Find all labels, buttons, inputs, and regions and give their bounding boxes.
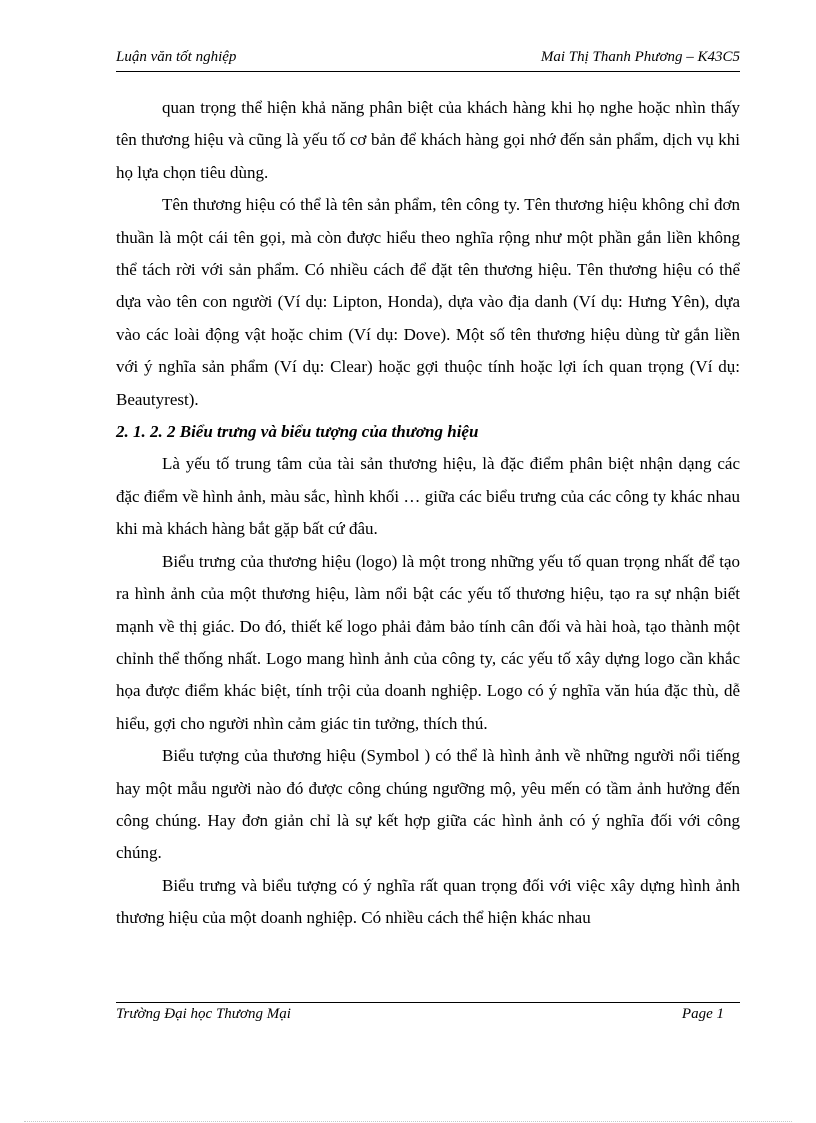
paragraph-5: Biểu tượng của thương hiệu (Symbol ) có thể là hình ảnh về những người nổi tiếng hay một mẫu người nào đó được công chúng ngưỡng mộ, yêu mến có tầm ảnh hưởng đến công chúng. Hay đơn giản chỉ là sự kết hợp giữa các hình ảnh có ý nghĩa đối với công chúng. <box>116 746 740 863</box>
footer-university: Trường Đại học Thương Mại <box>116 1006 291 1022</box>
page-edge-divider <box>24 1121 792 1122</box>
header-thesis-label: Luận văn tốt nghiệp <box>116 49 237 65</box>
section-heading: 2. 1. 2. 2 Biểu trưng và biểu tượng của thương hiệu <box>116 422 479 442</box>
paragraph-4: Biểu trưng của thương hiệu (logo) là một trong những yếu tố quan trọng nhất để tạo ra hình ảnh của một thương hiệu, làm nổi bật các yếu tố thương hiệu, tạo ra sự nhận biết mạnh về thị giác. Do đó, thiết kế logo phải đảm bảo tính cân đối và hài hoà, tạo thành một chỉnh thể thống nhất. Logo mang hình ảnh của công ty, các yếu tố xây dựng logo cần khắc họa được điểm khác biệt, tính trội của doanh nghiệp. Logo có ý nghĩa văn húa đặc thù, dễ hiểu, gợi cho người nhìn cảm giác tin tưởng, thích thú. <box>116 551 740 733</box>
document-body <box>116 92 740 935</box>
paragraph-3: Là yếu tố trung tâm của tài sản thương hiệu, là đặc điểm phân biệt nhận dạng các đặc điểm về hình ảnh, màu sắc, hình khối … giữa các biểu trưng của các công ty khác nhau khi mà khách hàng bắt gặp bất cứ đâu. <box>116 454 740 539</box>
paragraph-2: Tên thương hiệu có thể là tên sản phẩm, tên công ty. Tên thương hiệu không chỉ đơn thuần là một cái tên gọi, mà còn được hiểu theo nghĩa rộng như một phần gắn liền không thể tách rời với sản phẩm. Có nhiều cách để đặt tên thương hiệu. Tên thương hiệu có thể dựa vào tên con người (Ví dụ: Lipton, Honda), dựa vào địa danh (Ví dụ: Hưng Yên), dựa vào các loài động vật hoặc chim (Ví dụ: Dove). Một số tên thương hiệu dùng từ gắn liền với ý nghĩa sản phẩm (Ví dụ: Clear) hoặc gợi thuộc tính hoặc lợi ích quan trọng (Ví dụ: Beautyrest). <box>116 195 740 409</box>
footer-page-number: Page 1 <box>681 1006 724 1022</box>
page-footer <box>116 1002 740 1027</box>
page-header <box>116 49 740 72</box>
paragraph-1: quan trọng thể hiện khả năng phân biệt của khách hàng khi họ nghe hoặc nhìn thấy tên thương hiệu và cũng là yếu tố cơ bản để khách hàng gọi nhớ đến sản phẩm, dịch vụ khi họ lựa chọn tiêu dùng. <box>116 98 740 182</box>
header-author: Mai Thị Thanh Phương – K43C5 <box>540 49 740 65</box>
paragraph-6: Biểu trưng và biểu tượng có ý nghĩa rất quan trọng đối với việc xây dựng hình ảnh thương hiệu của một doanh nghiệp. Có nhiều cách thể hiện khác nhau <box>116 875 740 928</box>
